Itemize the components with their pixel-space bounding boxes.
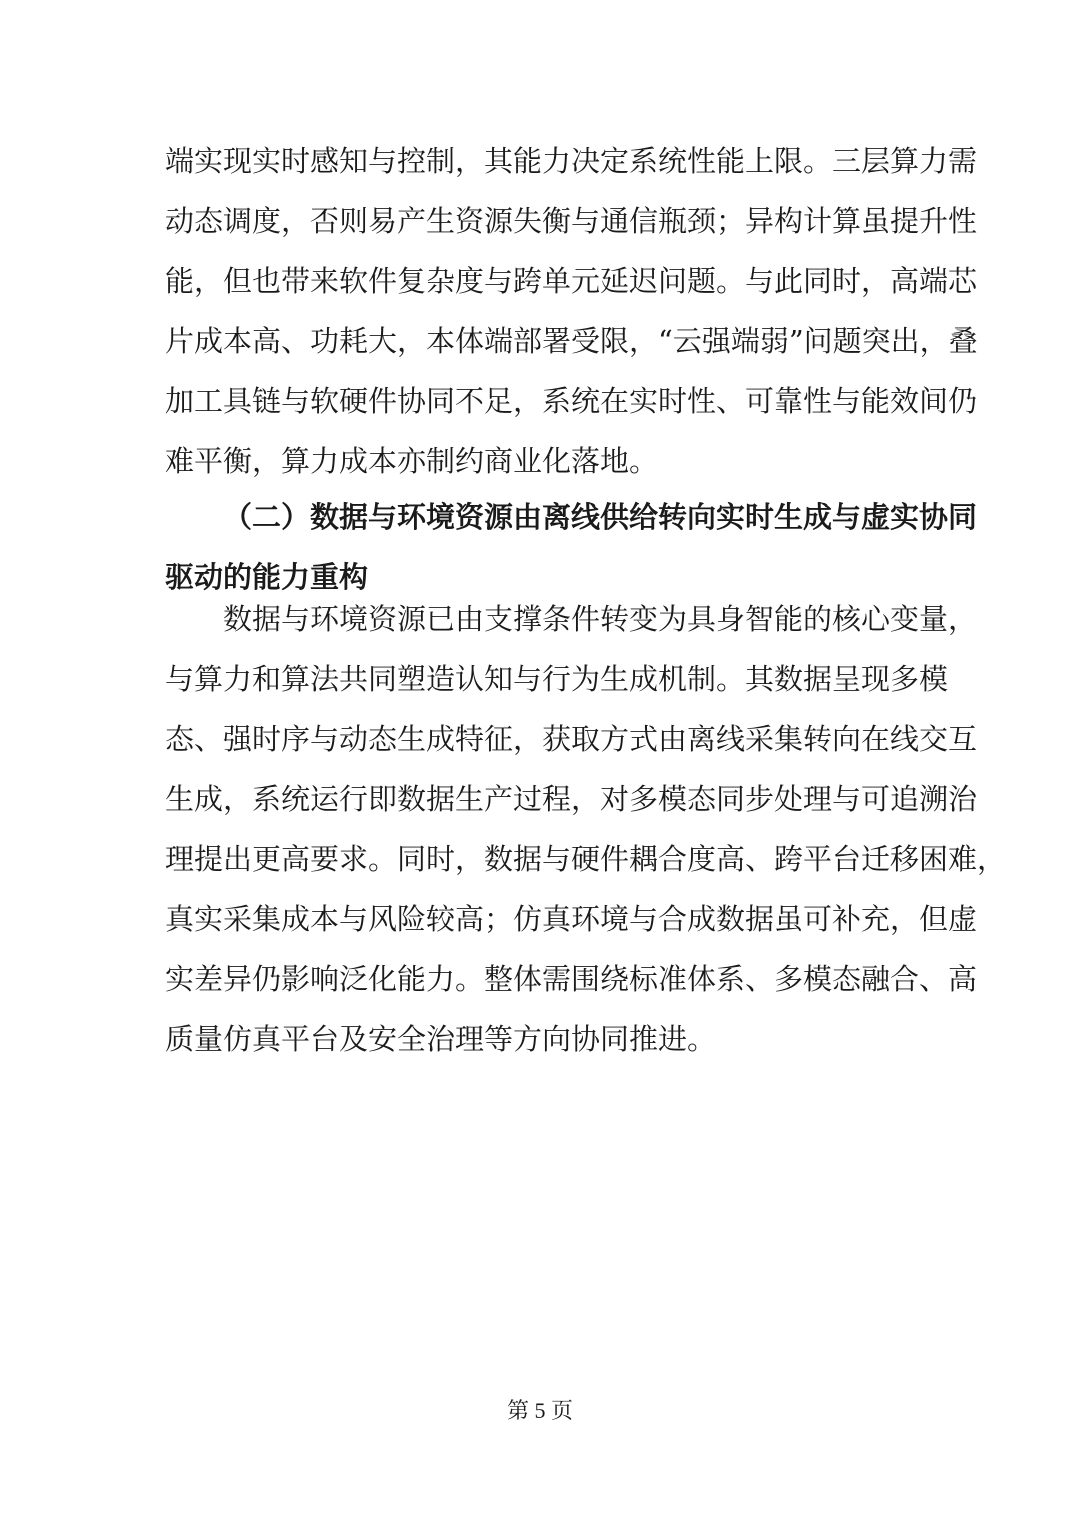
paragraph-data-resources [165, 589, 1007, 1069]
paragraph-line: 与算力和算法共同塑造认知与行为生成机制。其数据呈现多模 [165, 662, 949, 696]
paragraph-line: 能，但也带来软件复杂度与跨单元延迟问题。与此同时，高端芯 [165, 264, 978, 298]
paragraph-line: 实差异仍影响泛化能力。整体需围绕标准体系、多模态融合、高 [165, 962, 978, 996]
paragraph-line: 难平衡，算力成本亦制约商业化落地。 [165, 444, 659, 478]
paragraph-line: 加工具链与软硬件协同不足，系统在实时性、可靠性与能效间仍 [165, 384, 978, 418]
paragraph-line: 态、强时序与动态生成特征，获取方式由离线采集转向在线交互 [165, 722, 978, 756]
paragraph-line: 质量仿真平台及安全治理等方向协同推进。 [165, 1022, 717, 1056]
paragraph-line: 真实采集成本与风险较高；仿真环境与合成数据虽可补充，但虚 [165, 902, 978, 936]
paragraph-line: 数据与环境资源已由支撑条件转变为具身智能的核心变量， [223, 602, 978, 636]
paragraph-line: 理提出更高要求。同时，数据与硬件耦合度高、跨平台迁移困难， [165, 842, 1007, 876]
paragraph-computing-power [165, 131, 978, 491]
heading-line: （二）数据与环境资源由离线供给转向实时生成与虚实协同 [223, 500, 978, 534]
paragraph-line: 动态调度，否则易产生资源失衡与通信瓶颈；异构计算虽提升性 [165, 204, 978, 238]
paragraph-line: 生成，系统运行即数据生产过程，对多模态同步处理与可追溯治 [165, 782, 978, 816]
paragraph-line: 片成本高、功耗大，本体端部署受限，“云强端弱”问题突出，叠 [165, 324, 978, 358]
paragraph-line: 端实现实时感知与控制，其能力决定系统性能上限。三层算力需 [165, 144, 978, 178]
heading-line: 驱动的能力重构 [165, 560, 369, 594]
page-number: 第 5 页 [506, 1398, 573, 1423]
